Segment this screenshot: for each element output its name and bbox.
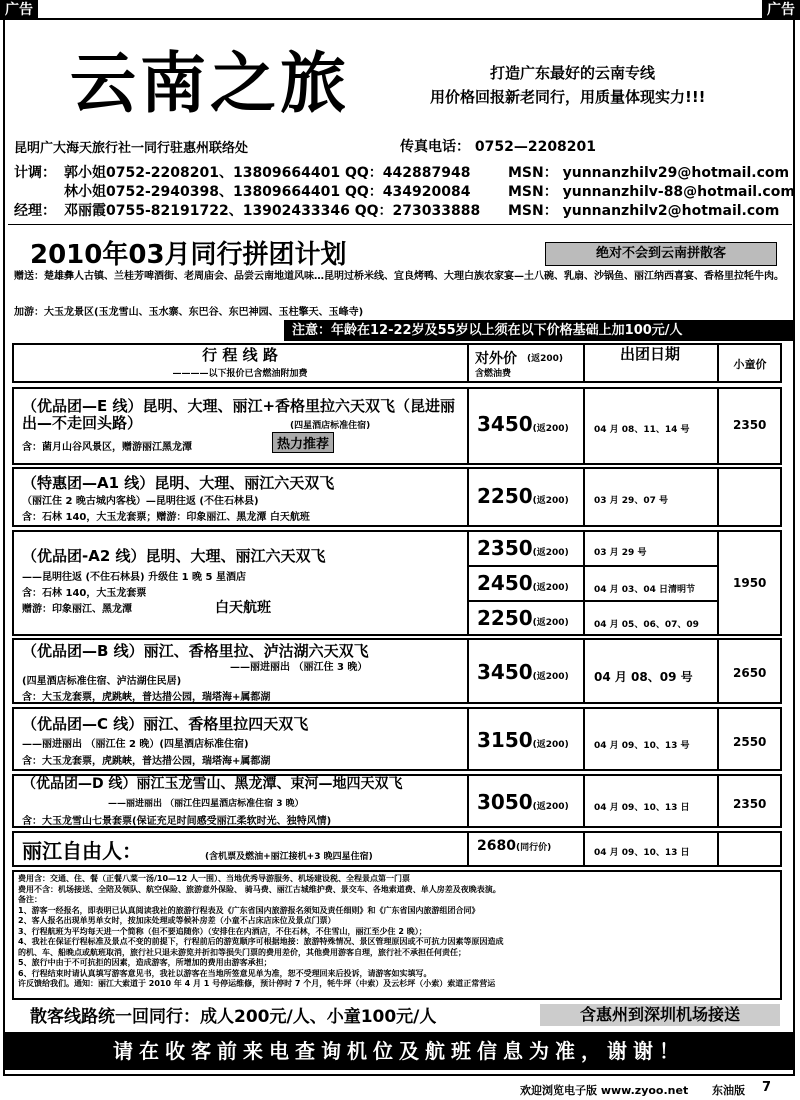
divider (583, 707, 585, 771)
footer-edition: 东油版 (712, 1084, 745, 1097)
kid-b: 2650 (733, 666, 767, 680)
free-detail: (含机票及燃油+丽江接机+3 晚四星住宿) (205, 852, 373, 862)
date-header: 出团日期 (620, 345, 681, 363)
route-e-includes: 含：菌月山谷风景区，赠游丽江黑龙潭 (22, 442, 192, 453)
notes-box (12, 870, 782, 1000)
route-b-title: （优品团—B 线）丽江、香格里拉、泸沽湖六天双飞 (22, 642, 369, 660)
route-d-title: （优品团—D 线）丽江玉龙雪山、黑龙潭、束河—地四天双飞 (22, 776, 403, 792)
note-line: 备注： (18, 895, 42, 904)
note-line: 费用含：交通、住、餐（正餐八菜一汤/10—12 人一围）、当地优秀导游服务、机场建设税、全程景点第一门票 (18, 874, 410, 883)
bottom-banner: 请在收客前来电查询机位及航班信息为准，谢谢！ (3, 1032, 795, 1070)
contact-1: 郭小姐0752-2208201、13809664401 QQ：442887948 (64, 165, 471, 181)
gift-text: 赠送：楚雄彝人古镇、兰桂芳啤酒街、老周庙会、品尝云南地道风味…昆明过桥米线、宜良烤鸭、大理白族农家宴—土八碗、乳扇、沙锅鱼、丽江纳西喜宴、香格里拉牦牛肉。 (14, 271, 784, 282)
divider (467, 774, 469, 828)
divider (583, 638, 585, 704)
slogan-2: 用价格回报新老同行，用质量体现实力!!! (430, 88, 706, 106)
divider (717, 343, 719, 383)
divider (8, 224, 792, 225)
msn-2: MSN： yunnanzhilv-88@hotmail.com (508, 184, 795, 200)
logo-title: 云南之旅 (70, 44, 350, 122)
addon-text: 加游：大玉龙景区(玉龙雪山、玉水寨、东巴谷、东巴神园、玉柱擎天、玉峰寺) (14, 307, 364, 318)
date-d: 04 月 09、10、13 日 (594, 803, 690, 813)
msn-3: MSN： yunnanzhilv2@hotmail.com (508, 203, 780, 219)
msn-1: MSN： yunnanzhilv29@hotmail.com (508, 165, 790, 181)
price-header-note: (返200) (527, 354, 564, 364)
route-a2-includes: 含：石林 140，大玉龙套票 (22, 588, 147, 599)
route-a1-includes: 含：石林 140，大玉龙套票；赠游：印象丽江、黑龙潭 白天航班 (22, 512, 310, 523)
price-header: 对外价 (475, 351, 517, 367)
divider (467, 638, 469, 704)
plan-title: 2010年03月同行拼团计划 (30, 240, 347, 270)
free-title: 丽江自由人： (22, 839, 142, 863)
contact-3: 邓丽霞0755-82191722、13902433346 QQ：273033888 (64, 203, 481, 219)
date-e: 04 月 08、11、14 号 (594, 425, 690, 435)
note-line: 4、我社在保证行程标准及景点不变的前提下，行程前后的游览顺序可根据地接：旅游特殊情况、景区管理原因或不可抗力因素等原因造成 (18, 937, 504, 946)
kid-header: 小童价 (733, 358, 767, 371)
date-free: 04 月 09、10、13 日 (594, 848, 690, 858)
date-a2-2: 04 月 03、04 日清明节 (594, 585, 695, 595)
age-notice: 注意：年龄在12-22岁及55岁以上须在以下价格基础上加100元/人 (284, 320, 795, 341)
divider (583, 774, 585, 828)
route-d-detail: ——丽进丽出 （丽江住四星酒店标准住宿 3 晚） (108, 799, 304, 809)
price-subheader: 含燃油费 (475, 369, 512, 379)
footer-site: 欢迎浏览电子版 www.zyoo.net (520, 1084, 689, 1097)
date-a2-3: 04 月 05、06、07、09 (594, 620, 699, 630)
divider (717, 530, 719, 636)
divider (467, 343, 469, 383)
contact-2: 林小姐0752-2940398、13809664401 QQ：434920084 (64, 184, 471, 200)
note-line: 5、旅行中由于不可抗拒的因素，造成游客，所增加的费用由游客承担； (18, 958, 272, 967)
route-c-title: （优品团—C 线）丽江、香格里拉四天双飞 (22, 715, 309, 733)
divider (583, 343, 585, 383)
divider (717, 387, 719, 465)
price-free: 2680(同行价) (477, 838, 552, 854)
role-label: 计调： (14, 165, 56, 181)
route-header: 行 程 线 路 (202, 346, 278, 364)
divider (583, 831, 585, 867)
price-a2-3: 2250(返200) (477, 606, 569, 630)
kid-e: 2350 (733, 418, 767, 432)
divider (583, 387, 585, 465)
route-b-detail: ——丽进丽出 （丽江住 3 晚） (230, 662, 368, 673)
divider (467, 600, 717, 602)
route-a2-flight: 白天航班 (215, 600, 271, 616)
ad-tag-right: 广告 (762, 0, 800, 20)
route-d-includes: 含：大玉龙雪山七景套票(保证充足时间感受丽江柔软时光、独特风情) (22, 816, 332, 827)
route-c-detail: ——丽进丽出 （丽江住 2 晚）(四星酒店标准住宿) (22, 739, 249, 750)
stamp: 绝对不会到云南拼散客 (545, 242, 777, 266)
price-c: 3150(返200) (477, 728, 569, 752)
price-b: 3450(返200) (477, 660, 569, 684)
divider (717, 707, 719, 771)
divider (467, 387, 469, 465)
route-a1-title: （特惠团—A1 线）昆明、大理、丽江六天双飞 (22, 474, 335, 492)
hot-badge: 热力推荐 (272, 432, 334, 453)
note-line: 6、行程结束时请认真填写游客意见书，我社以游客在当地所签意见单为准，恕不受理回来后投诉，请游客如实填写。 (18, 968, 432, 978)
route-b-hotel: (四星酒店标准住宿、泸沽湖住民居) (22, 676, 182, 687)
note-line: 1、游客一经报名，即表明已认真阅读我社的旅游行程表及《广东省国内旅游报名须知及责任细则》和《广东省国内旅游组团合同》 (18, 905, 480, 915)
date-a2-1: 03 月 29 号 (594, 548, 647, 558)
slogan-1: 打造广东最好的云南专线 (490, 64, 656, 82)
divider (717, 774, 719, 828)
divider (467, 565, 717, 567)
route-a2-title: （优品团-A2 线）昆明、大理、丽江六天双飞 (22, 547, 326, 565)
route-a2-free: 赠游：印象丽江、黑龙潭 (22, 604, 132, 615)
divider (467, 707, 469, 771)
date-a1: 03 月 29、07 号 (594, 496, 668, 506)
kid-c: 2550 (733, 735, 767, 749)
route-a2-detail: ——昆明往返 (不住石林县) 升级住 1 晚 5 星酒店 (22, 572, 246, 583)
airport-transfer: 含惠州到深圳机场接送 (540, 1004, 780, 1026)
divider (467, 467, 469, 527)
fax: 传真电话： 0752—2208201 (400, 139, 597, 155)
divider (717, 467, 719, 527)
date-c: 04 月 09、10、13 号 (594, 741, 690, 751)
note-line: 费用不含：机场接送、全陪及领队、航空保险、旅游意外保险、 骑马费、丽江古城维护费、景交车、各地索道费、单人房差及夜晚表演。 (18, 884, 501, 894)
note-line: 许反馈给我们。通知：丽江大索道于 2010 年 4 月 1 号停运维修，预计停时 7 个月，牦牛坪（中索）及云杉坪（小索）索道正常营运 (18, 979, 496, 988)
page-number: 7 (762, 1080, 772, 1095)
route-e-title: （优品团—E 线）昆明、大理、丽江+香格里拉六天双飞（昆进丽出—不走回头路） (22, 397, 456, 432)
kid-d: 2350 (733, 797, 767, 811)
role-label: 经理： (14, 203, 56, 219)
divider (583, 530, 585, 636)
divider (717, 831, 719, 867)
divider (583, 467, 585, 527)
divider (467, 530, 469, 636)
date-b: 04 月 08、09 号 (594, 670, 693, 684)
route-subheader: ————以下报价已含燃油附加费 (172, 369, 308, 379)
note-line: 的机、车、船晚点或航班取消，旅行社只退未游览并折扣等损失门票的费用差价，其他费用游客自理，旅行社不承担任何责任； (18, 947, 466, 957)
note-line: 2、客人报名出现单男单女时，按加床处理或等候补房差（小童不占床店床位及景点门票） (18, 916, 336, 925)
agency-name: 昆明广大海天旅行社一同行驻惠州联络处 (14, 141, 249, 156)
price-a2-2: 2450(返200) (477, 571, 569, 595)
kid-a2: 1950 (733, 576, 767, 590)
route-a1-detail: （丽江住 2 晚古城内客栈）—昆明往返 (不住石林县) (22, 496, 259, 507)
price-a2-1: 2350(返200) (477, 536, 569, 560)
route-c-includes: 含：大玉龙套票，虎跳峡，普达措公园，瑞塔海+属都湖 (22, 756, 271, 767)
price-a1: 2250(返200) (477, 484, 569, 508)
divider (717, 638, 719, 704)
route-b-includes: 含：大玉龙套票，虎跳峡，普达措公园，瑞塔海+属都湖 (22, 692, 271, 703)
scatter-route-note: 散客线路统一回同行：成人200元/人、小童100元/人 (30, 1007, 437, 1027)
divider (467, 831, 469, 867)
route-e-note: (四星酒店标准住宿) (290, 421, 371, 431)
price-e: 3450(返200) (477, 412, 569, 436)
ad-tag-left: 广告 (0, 0, 38, 20)
price-d: 3050(返200) (477, 790, 569, 814)
note-line: 3、行程航班为平均每天进一个简称（但不要追随你）（安排住在内酒店，不住石林，不住雪山，丽江至少住 2 晚）； (18, 926, 427, 936)
